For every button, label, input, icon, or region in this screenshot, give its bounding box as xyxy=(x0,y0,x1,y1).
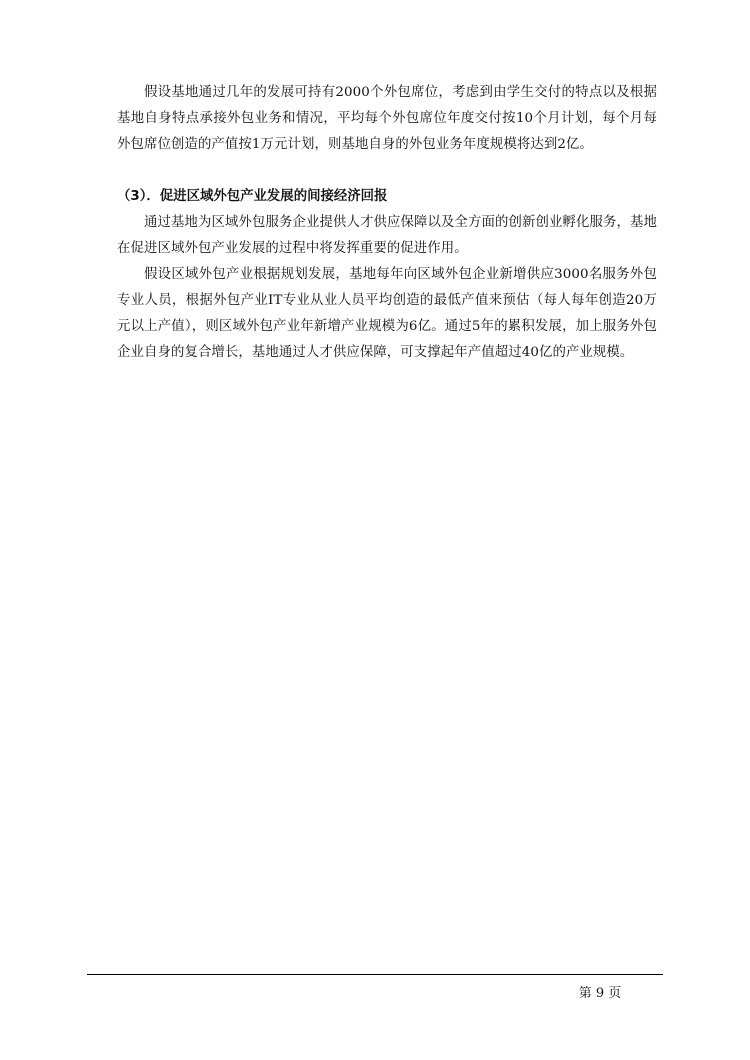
body-text xyxy=(117,80,657,366)
paragraph-incubation-services: 通过基地为区域外包服务企业提供人才供应保障以及全方面的创新创业孵化服务，基地在促进区域外包产业发展的过程中将发挥重要的促进作用。 xyxy=(117,215,657,256)
footer-divider xyxy=(87,974,663,975)
page-number: 第 9 页 xyxy=(578,986,622,1001)
section-heading: （3）．促进区域外包产业发展的间接经济回报 xyxy=(117,189,388,204)
paragraph-industry-scale: 假设区域外包产业根据规划发展，基地每年向区域外包企业新增供应3000名服务外包专业人员，根据外包产业IT专业从业人员平均创造的最低产值来预估（每人每年创造20万元以上产值），则区域外包产业年新增产业规模为6亿。通过5年的累积发展，加上服务外包企业自身的复合增长，基地通过人才供应保障，可支撑起年产值超过40亿的产业规模。 xyxy=(117,267,657,360)
paragraph-outsourcing-seats: 假设基地通过几年的发展可持有2000个外包席位，考虑到由学生交付的特点以及根据基地自身特点承接外包业务和情况，平均每个外包席位年度交付按10个月计划，每个月每外包席位创造的产值按1万元计划，则基地自身的外包业务年度规模将达到2亿。 xyxy=(117,85,657,152)
